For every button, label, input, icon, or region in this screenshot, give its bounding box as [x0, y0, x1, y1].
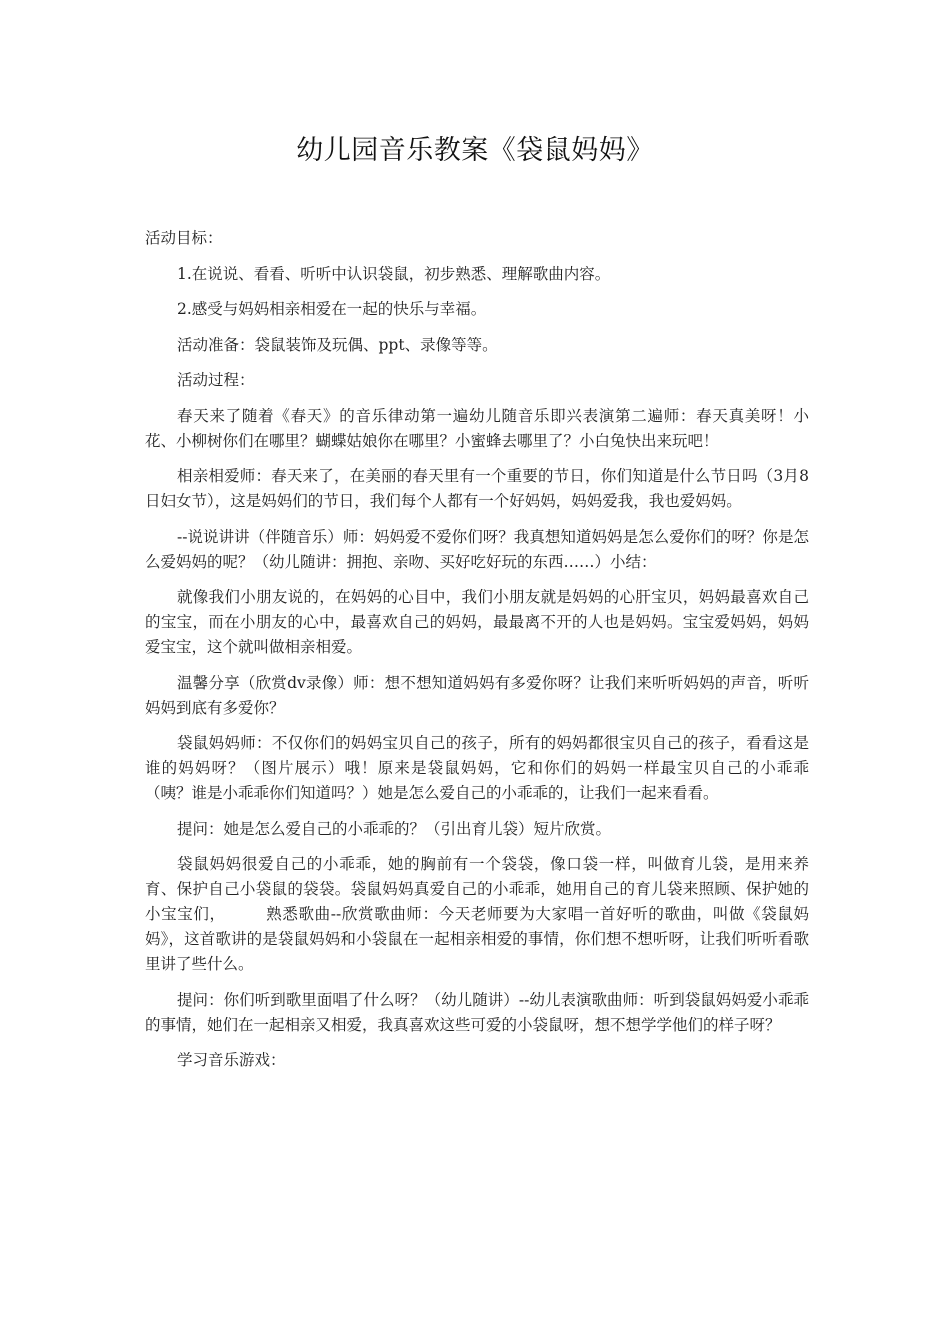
body-paragraph: 就像我们小朋友说的，在妈妈的心目中，我们小朋友就是妈妈的心肝宝贝，妈妈最喜欢自己的宝宝，而在小朋友的心中，最喜欢自己的妈妈，最最离不开的人也是妈妈。宝宝爱妈妈，妈妈爱宝宝，这个就叫做相亲相爱。 [145, 588, 809, 656]
body-paragraph: 相亲相爱师：春天来了，在美丽的春天里有一个重要的节日，你们知道是什么节日吗（3月8日妇女节），这是妈妈们的节日，我们每个人都有一个好妈妈，妈妈爱我，我也爱妈妈。 [145, 467, 809, 510]
document-title: 幼儿园音乐教案《袋鼠妈妈》 [296, 135, 654, 166]
document-body [145, 226, 809, 1084]
body-paragraph: 袋鼠妈妈很爱自己的小乖乖，她的胸前有一个袋袋，像口袋一样，叫做育儿袋，是用来养育、保护自己小袋鼠的袋袋。袋鼠妈妈真爱自己的小乖乖，她用自己的育儿袋来照顾、保护她的小宝宝们， 熟悉歌曲--欣赏歌曲师：今天老师要为大家唱一首好听的歌曲，叫做《袋鼠妈妈》，这首歌讲的是袋鼠妈妈和小袋鼠在一起相亲相爱的事情，你们想不想听呀，让我们听听看歌里讲了些什么。 [145, 855, 809, 973]
section-heading-process: 活动过程： [177, 371, 255, 389]
section-heading-objectives: 活动目标： [145, 229, 223, 247]
body-paragraph: 学习音乐游戏： [177, 1051, 286, 1069]
body-paragraph: 春天来了随着《春天》的音乐律动第一遍幼儿随音乐即兴表演第二遍师：春天真美呀！小花、小柳树你们在哪里？蝴蝶姑娘你在哪里？小蜜蜂去哪里了？小白兔快出来玩吧！ [145, 406, 809, 450]
body-paragraph: 提问：她是怎么爱自己的小乖乖的？（引出育儿袋）短片欣赏。 [177, 819, 612, 838]
preparation-paragraph: 活动准备：袋鼠装饰及玩偶、ppt、录像等等。 [177, 335, 498, 354]
body-paragraph: --说说讲讲（伴随音乐）师：妈妈爱不爱你们呀？我真想知道妈妈是怎么爱你们的呀？你是怎么爱妈妈的呢？（幼儿随讲：拥抱、亲吻、买好吃好玩的东西……）小结： [145, 527, 809, 571]
objective-item-1: 1.在说说、看看、听听中认识袋鼠，初步熟悉、理解歌曲内容。 [177, 264, 611, 283]
objective-item-2: 2.感受与妈妈相亲相爱在一起的快乐与幸福。 [177, 300, 487, 318]
body-paragraph: 提问：你们听到歌里面唱了什么呀？（幼儿随讲）--幼儿表演歌曲师：听到袋鼠妈妈爱小乖乖的事情，她们在一起相亲又相爱，我真喜欢这些可爱的小袋鼠呀，想不想学学他们的样子呀？ [145, 990, 809, 1034]
body-paragraph: 温馨分享（欣赏dv录像）师：想不想知道妈妈有多爱你呀？让我们来听听妈妈的声音，听听妈妈到底有多爱你？ [145, 673, 809, 717]
body-paragraph: 袋鼠妈妈师：不仅你们的妈妈宝贝自己的孩子，所有的妈妈都很宝贝自己的孩子，看看这是谁的妈妈呀？（图片展示）哦！原来是袋鼠妈妈，它和你们的妈妈一样最宝贝自己的小乖乖（咦？谁是小乖乖你们知道吗？）她是怎么爱自己的小乖乖的，让我们一起来看看。 [145, 734, 809, 802]
